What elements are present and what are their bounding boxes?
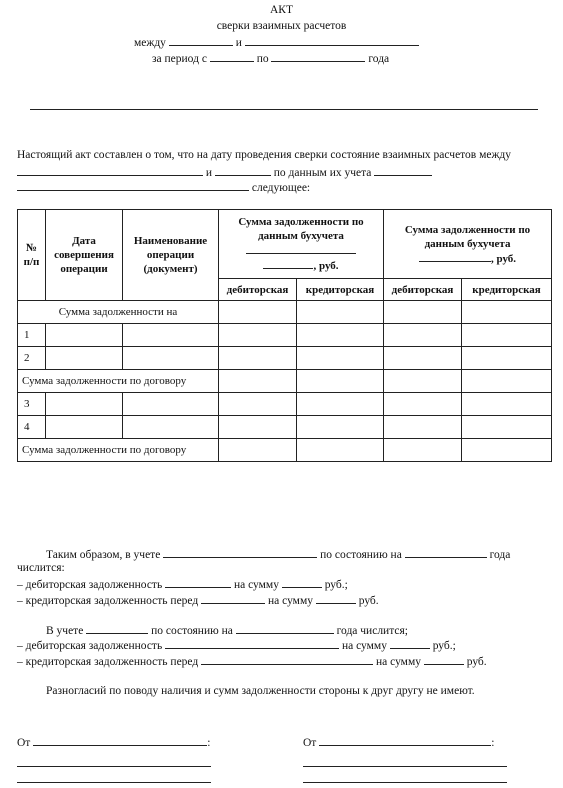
debit-blank[interactable]	[165, 577, 231, 588]
between-label: между	[134, 37, 166, 49]
signature-left-line-1[interactable]	[17, 766, 211, 767]
period-from-label: за период с	[152, 53, 207, 65]
signature-left-line-2[interactable]	[17, 782, 211, 783]
extra-blank[interactable]	[17, 180, 249, 191]
period-start-blank[interactable]	[210, 51, 254, 62]
col-name-header: Наименование операции (документ)	[123, 210, 219, 301]
summary-line-1: Таким образом, в учете по состоянию на года	[46, 549, 511, 561]
intro-by-data: по данным их учета	[273, 167, 372, 179]
summary2-line-1: В учете по состоянию на года числится;	[46, 625, 408, 637]
summary-date-blank[interactable]	[405, 547, 487, 558]
table-row	[18, 416, 552, 439]
signature-left-org-blank[interactable]	[33, 735, 207, 746]
reconciliation-table	[17, 209, 552, 462]
summary2-org-blank[interactable]	[86, 623, 148, 634]
document-subtitle: сверки взаимных расчетов	[216, 20, 347, 32]
intro-line-3	[17, 180, 310, 194]
contract-total-label: Сумма задолженности по договору	[18, 439, 219, 462]
date-blank[interactable]	[374, 165, 432, 176]
sum1-party-blank-2[interactable]	[263, 258, 313, 269]
sub-debit-2: дебиторская	[384, 279, 462, 301]
sub-credit-2: кредиторская	[462, 279, 552, 301]
period-end-blank[interactable]	[271, 51, 365, 62]
debit2-amount-blank[interactable]	[390, 638, 430, 649]
organization-line[interactable]	[30, 109, 538, 110]
balance-row	[18, 301, 552, 324]
table-row	[18, 393, 552, 416]
credit-amount-blank[interactable]	[316, 593, 356, 604]
contract-total-label: Сумма задолженности по договору	[18, 370, 219, 393]
debit-amount-blank[interactable]	[282, 577, 322, 588]
summary2-debit-line: – дебиторская задолженность на сумму руб.;	[17, 640, 456, 652]
row-number: 4	[18, 416, 46, 439]
table-row	[18, 347, 552, 370]
contract-total-row	[18, 370, 552, 393]
party1-blank[interactable]	[169, 35, 233, 46]
party1-name-blank[interactable]	[17, 165, 203, 176]
intro-line-1: Настоящий акт составлен о том, что на дату проведения сверки состояние взаимных расчетов между	[17, 149, 512, 161]
period-to-label: по	[256, 53, 269, 65]
sum2-party-blank[interactable]	[419, 251, 491, 262]
signature-right: От :	[303, 737, 495, 749]
sub-credit-1: кредиторская	[297, 279, 384, 301]
col-date-header: Дата совершения операции	[46, 210, 123, 301]
intro-following: следующее:	[251, 182, 311, 194]
contract-total-row	[18, 439, 552, 462]
signature-right-org-blank[interactable]	[319, 735, 491, 746]
credit-party-blank[interactable]	[201, 593, 265, 604]
summary-credit-line: – кредиторская задолженность перед на сумму руб.	[17, 595, 379, 607]
table-row	[18, 324, 552, 347]
party2-blank[interactable]	[245, 35, 419, 46]
col-sum1-header: Сумма задолженности по данным бухучета , руб.	[219, 210, 384, 279]
row-number: 1	[18, 324, 46, 347]
signature-right-line-2[interactable]	[303, 782, 507, 783]
period-line	[152, 51, 389, 65]
table-header-row	[18, 210, 552, 279]
signature-right-line-1[interactable]	[303, 766, 507, 767]
no-disputes-text: Разногласий по поводу наличия и сумм задолженности стороны к друг другу не имеют.	[46, 685, 475, 697]
signature-left: От :	[17, 737, 211, 749]
debit2-blank[interactable]	[165, 638, 339, 649]
col-num-header: № п/п	[18, 210, 46, 301]
intro-and: и	[205, 167, 213, 179]
between-line	[134, 35, 419, 49]
intro-line-2	[17, 165, 432, 179]
and-label: и	[235, 37, 242, 49]
balance-label: Сумма задолженности на	[18, 301, 219, 324]
document-title: АКТ	[270, 4, 293, 16]
col-sum2-header: Сумма задолженности по данным бухучета , руб.	[384, 210, 552, 279]
credit2-amount-blank[interactable]	[424, 654, 464, 665]
row-number: 2	[18, 347, 46, 370]
sum1-party-blank[interactable]	[246, 243, 356, 254]
summary-debit-line: – дебиторская задолженность на сумму руб.;	[17, 579, 348, 591]
summary2-credit-line: – кредиторская задолженность перед на сумму руб.	[17, 656, 487, 668]
sub-debit-1: дебиторская	[219, 279, 297, 301]
row-number: 3	[18, 393, 46, 416]
summary-listed: числится:	[17, 562, 65, 574]
summary-org-blank[interactable]	[163, 547, 317, 558]
party2-name-blank[interactable]	[215, 165, 271, 176]
period-year-label: года	[368, 53, 390, 65]
summary2-date-blank[interactable]	[236, 623, 334, 634]
credit2-party-blank[interactable]	[201, 654, 373, 665]
